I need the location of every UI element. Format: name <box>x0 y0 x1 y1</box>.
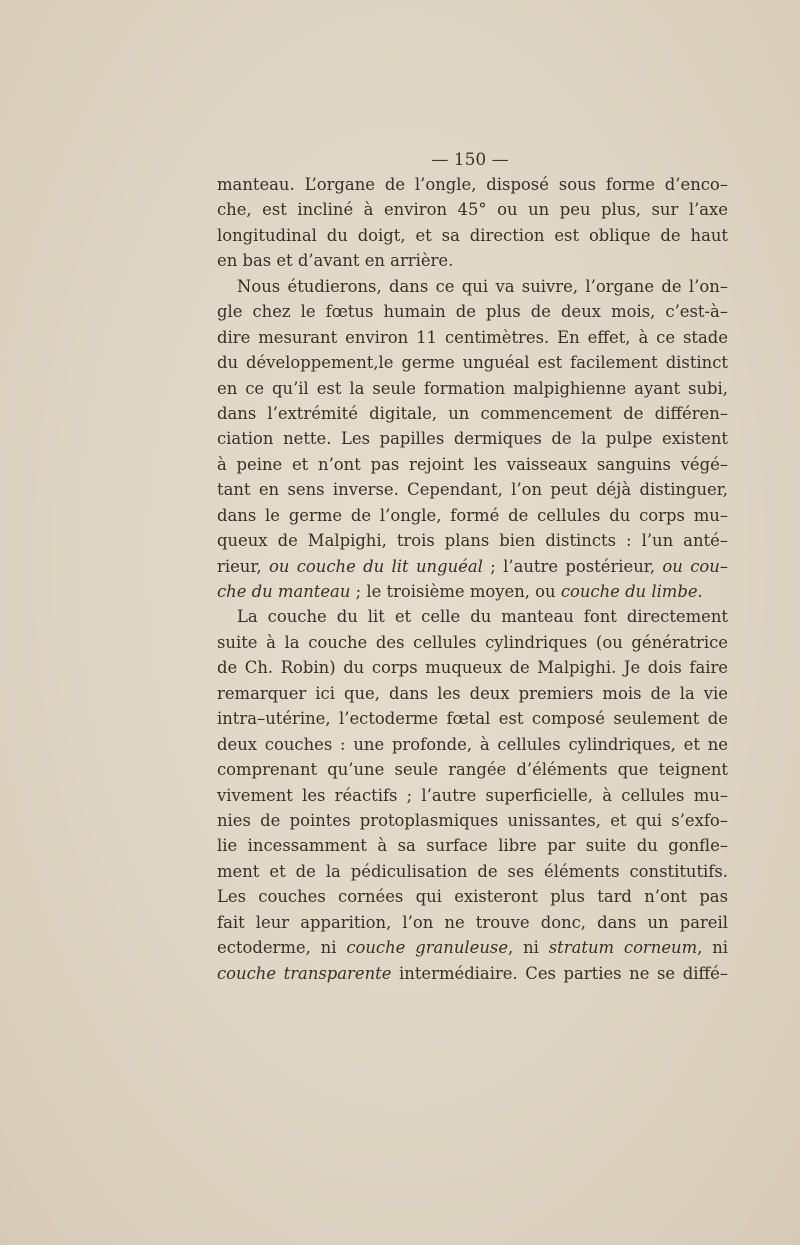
text-line: dire mesurant environ 11 centimètres. En effet, à ce stade <box>217 327 728 347</box>
text-line: à peine et n’ont pas rejoint les vaisseaux sanguins végé– <box>217 454 728 474</box>
body-text <box>217 172 728 986</box>
text-line: queux de Malpighi, trois plans bien distincts : l’un anté– <box>217 531 728 551</box>
text-segment: rieur, <box>217 556 269 576</box>
italic-term: couche du limbe. <box>560 582 703 601</box>
text-line: en bas et d’avant en arrière. <box>217 251 454 271</box>
text-segment: ectoderme, ni <box>217 938 347 958</box>
text-line: dans le germe de l’ongle, formé de cellules du corps mu– <box>217 505 728 525</box>
text-line: remarquer ici que, dans les deux premiers mois de la vie <box>217 683 728 703</box>
text-line: manteau. L’organe de l’ongle, disposé sous forme d’enco– <box>217 175 728 194</box>
text-line: gle chez le fœtus humain de plus de deux mois, c’est-à– <box>217 302 728 322</box>
text-line: che, est incliné à environ 45° ou un peu plus, sur l’axe <box>217 200 728 220</box>
text-line: La couche du lit et celle du manteau font directement <box>237 607 728 627</box>
text-segment: intermédiaire. Ces parties ne se diffé– <box>391 963 728 983</box>
text-line-mixed <box>217 579 728 604</box>
text-line: lie incessamment à sa surface libre par suite du gonfle– <box>217 836 728 856</box>
text-line: Les couches cornées qui existeront plus tard n’ont pas <box>217 887 728 907</box>
italic-term: stratum corneum <box>548 938 698 958</box>
text-line: intra–utérine, l’ectoderme fœtal est composé seulement de <box>217 709 728 729</box>
text-line: en ce qu’il est la seule formation malpighienne ayant subi, <box>217 378 728 398</box>
text-line: ciation nette. Les papilles dermiques de la pulpe existent <box>217 429 728 449</box>
text-line-mixed <box>217 961 728 986</box>
text-line-mixed <box>217 554 728 579</box>
italic-term: che du manteau <box>217 582 351 601</box>
italic-term: couche transparente <box>217 963 392 983</box>
page-number: — 150 — <box>431 150 509 170</box>
text-line: longitudinal du doigt, et sa direction est oblique de haut <box>217 225 728 245</box>
text-line: dans l’extrémité digitale, un commencement de différen– <box>217 403 728 423</box>
text-line: tant en sens inverse. Cependant, l’on peut déjà distinguer, <box>217 480 728 500</box>
italic-term: ou couche du lit unguéal <box>268 556 483 576</box>
text-line: suite à la couche des cellules cylindriques (ou génératrice <box>217 632 728 652</box>
text-segment: ; l’autre postérieur, <box>482 556 663 576</box>
text-segment: , ni <box>697 938 728 958</box>
text-line: deux couches : une profonde, à cellules cylindriques, et ne <box>217 734 728 754</box>
text-line: Nous étudierons, dans ce qui va suivre, l’organe de l’on– <box>237 276 728 296</box>
text-line-mixed <box>217 935 728 960</box>
text-line: nies de pointes protoplasmiques unissantes, et qui s’exfo– <box>217 810 728 830</box>
text-line: ment et de la pédiculisation de ses éléments constitutifs. <box>217 861 728 881</box>
text-segment: , ni <box>508 938 549 958</box>
text-line: fait leur apparition, l’on ne trouve donc, dans un pareil <box>217 912 728 932</box>
italic-term: couche granuleuse <box>346 938 509 958</box>
text-line: de Ch. Robin) du corps muqueux de Malpighi. Je dois faire <box>217 658 728 678</box>
text-line: vivement les réactifs ; l’autre superficielle, à cellules mu– <box>217 785 728 805</box>
text-line: du développement,le germe unguéal est facilement distinct <box>217 353 728 373</box>
text-segment: ; le troisième moyen, ou <box>350 582 561 601</box>
italic-term: ou cou– <box>662 556 728 576</box>
text-line: comprenant qu’une seule rangée d’éléments que teignent <box>217 760 728 780</box>
